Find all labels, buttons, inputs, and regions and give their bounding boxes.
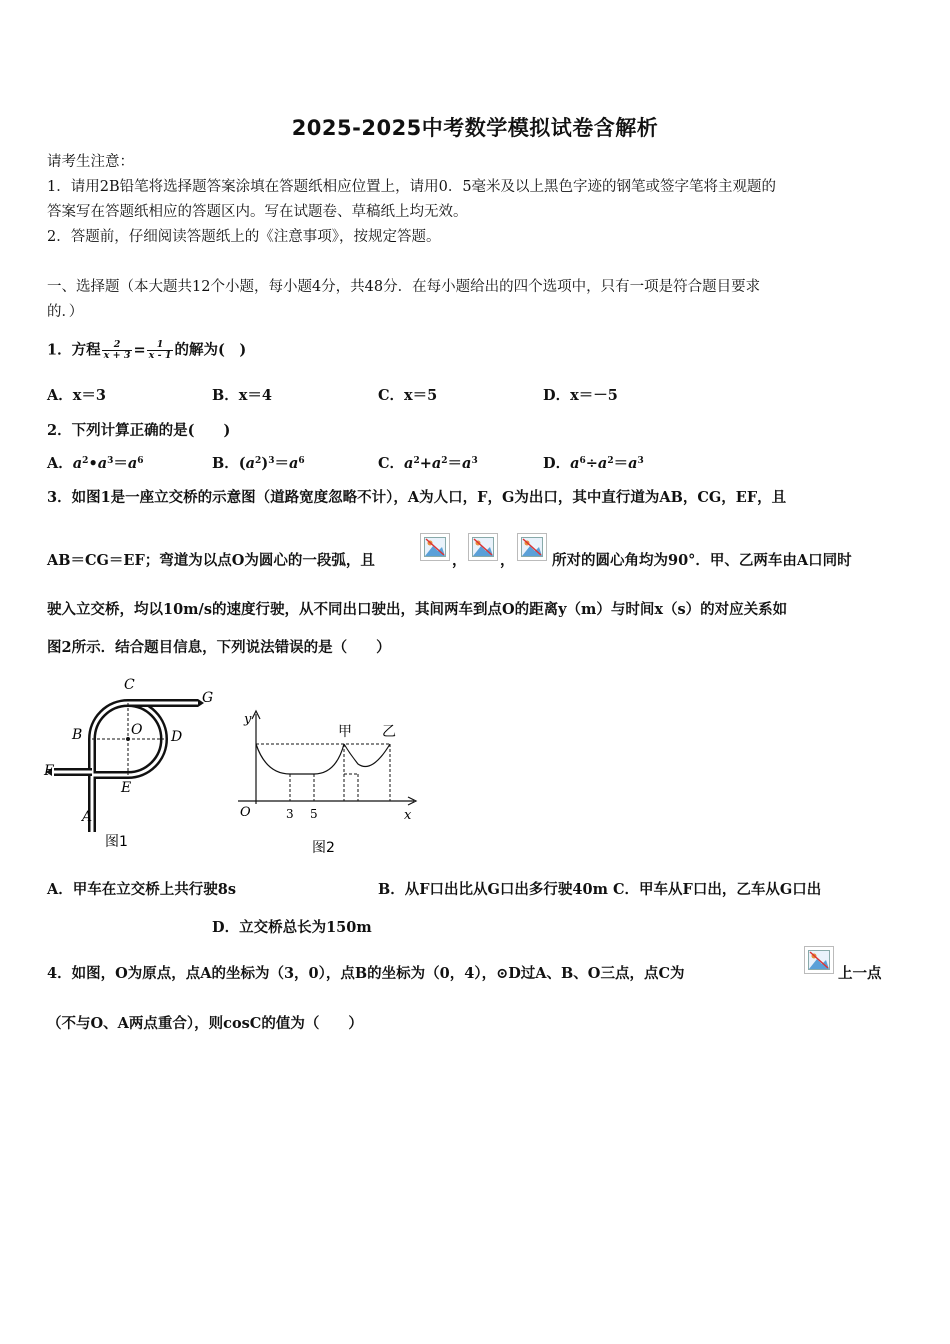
- q2-b-exp3: 6: [298, 456, 305, 466]
- q2-d-exp1: 6: [579, 456, 586, 466]
- q2-c-label: C．: [378, 455, 405, 472]
- fig1-caption: 图1: [105, 834, 128, 850]
- q2-b-eq: ＝: [274, 455, 289, 472]
- q2-d-var3: a: [628, 455, 638, 472]
- q2-c-var3: a: [462, 455, 472, 472]
- q1-option-a[interactable]: A．x＝3: [47, 387, 106, 404]
- broken-image-icon: [468, 533, 498, 561]
- q2-b-exp1: 2: [255, 456, 262, 466]
- notice-heading: 请考生注意：: [47, 154, 134, 170]
- q3-line4: 图2所示．结合题目信息，下列说法错误的是（ ）: [47, 639, 391, 656]
- q2-a-dot: •: [88, 455, 98, 472]
- q2-option-a[interactable]: [47, 454, 144, 474]
- q2-b-label: B．: [212, 455, 239, 472]
- fig1-label-g: G: [202, 690, 214, 706]
- q2-a-exp2: 3: [107, 456, 114, 466]
- fig2-x-label: x: [404, 808, 412, 823]
- q2-d-div: ÷: [585, 455, 598, 472]
- q2-option-b[interactable]: [212, 454, 305, 474]
- q3-separator-1: ，: [452, 552, 467, 569]
- q3-line2a: AB＝CG＝EF；弯道为以点O为圆心的一段弧，且: [47, 552, 375, 569]
- q1-equals: =: [133, 341, 146, 359]
- question-1-stem: [47, 340, 246, 361]
- q2-d-var2: a: [597, 455, 608, 472]
- q2-a-var3: a: [127, 455, 138, 472]
- q4-line1a: 4．如图，O为原点，点A的坐标为（3，0），点B的坐标为（0，4），⊙D过A、B、O三点，点C为: [47, 965, 685, 982]
- q2-c-plus: +: [419, 455, 432, 472]
- fig1-label-c: C: [124, 677, 135, 693]
- fig1-label-b: B: [72, 727, 83, 743]
- q1-fraction-right: [147, 340, 174, 361]
- fig2-label-yi: 乙: [382, 724, 396, 740]
- q1-frac2-numerator: 1: [147, 340, 174, 351]
- fig1-label-f: F: [44, 763, 54, 779]
- notice-line1b: 答案写在答题纸相应的答题区内。写在试题卷、草稿纸上均无效。: [47, 204, 468, 220]
- fig1-label-o: O: [131, 722, 143, 738]
- figure-2-distance-graph: [232, 702, 422, 862]
- q2-d-var: a: [570, 455, 580, 472]
- q3-option-b-c[interactable]: B．从F口出比从G口出多行驶40m C．甲车从F口出，乙车从G口出: [378, 881, 822, 898]
- notice-line2: 2．答题前，仔细阅读答题纸上的《注意事项》，按规定答题。: [47, 229, 441, 245]
- q1-option-b[interactable]: B．x＝4: [212, 387, 272, 404]
- page-title: 2025-2025中考数学模拟试卷含解析: [291, 116, 659, 140]
- q2-option-c[interactable]: [378, 454, 478, 474]
- q3-option-d[interactable]: D．立交桥总长为150m: [212, 919, 372, 936]
- fig1-label-d: D: [171, 729, 183, 745]
- q1-option-d[interactable]: D．x＝－5: [543, 387, 618, 404]
- q2-a-label: A．: [47, 455, 73, 472]
- q1-fraction-left: [102, 340, 133, 361]
- q3-line3: 驶入立交桥，均以10m/s的速度行驶，从不同出口驶出，其间两车到点O的距离y（m）与时间x（s）的对应关系如: [47, 601, 788, 618]
- q2-d-eq: ＝: [613, 455, 629, 472]
- q4-line1b: 上一点: [838, 965, 882, 982]
- q2-c-exp2: 2: [441, 456, 448, 466]
- section-line2: 的．）: [47, 304, 84, 320]
- q2-a-var: a: [72, 455, 83, 472]
- section-line1: 一、选择题（本大题共12个小题，每小题4分，共48分．在每小题给出的四个选项中，只有一项是符合题目要求: [47, 279, 761, 295]
- q2-c-var: a: [404, 455, 414, 472]
- q2-d-label: D．: [543, 455, 571, 472]
- q1-option-c[interactable]: C．x＝5: [378, 387, 438, 404]
- q3-line2b: 所对的圆心角均为90°．甲、乙两车由A口同时: [552, 552, 852, 569]
- fig2-origin-label: O: [240, 805, 251, 820]
- q2-d-exp2: 2: [607, 456, 614, 466]
- q2-b-close: ): [261, 455, 269, 472]
- fig2-tick-3: 3: [286, 807, 294, 821]
- q2-a-var2: a: [97, 455, 108, 472]
- q4-line2: （不与O、A两点重合），则cosC的值为（ ）: [47, 1015, 363, 1032]
- q1-frac2-denominator: x - 1: [148, 350, 172, 361]
- q2-c-eq: ＝: [447, 455, 463, 472]
- q3-separator-2: ，: [500, 552, 515, 569]
- fig2-tick-5: 5: [310, 807, 318, 821]
- q1-suffix: 的解为( ): [174, 341, 247, 359]
- q1-prefix: 1．方程: [47, 341, 101, 359]
- q1-frac1-numerator: 2: [102, 340, 133, 351]
- fig2-caption: 图2: [312, 840, 335, 856]
- q2-c-exp3: 3: [471, 456, 478, 466]
- q2-a-exp3: 6: [137, 456, 144, 466]
- q2-b-var: a: [245, 455, 256, 472]
- broken-image-icon: [517, 533, 547, 561]
- q2-b-open: (: [238, 455, 246, 472]
- fig2-y-label: y: [244, 712, 252, 727]
- q3-line1: 3．如图1是一座立交桥的示意图（道路宽度忽略不计），A为人口，F，G为出口，其中直行道为AB，CG，EF，且: [47, 489, 787, 506]
- figure-1-interchange-diagram: [40, 672, 225, 857]
- q1-frac1-denominator: x + 3: [103, 350, 131, 361]
- question-2-stem: 2．下列计算正确的是( ): [47, 422, 231, 439]
- q2-option-d[interactable]: [543, 454, 644, 474]
- q2-a-eq: ＝: [113, 455, 128, 472]
- q2-d-exp3: 3: [637, 456, 644, 466]
- broken-image-icon: [420, 533, 450, 561]
- q2-b-var3: a: [288, 455, 299, 472]
- q2-c-exp1: 2: [413, 456, 420, 466]
- q2-b-exp2: 3: [268, 456, 275, 466]
- q2-a-exp1: 2: [82, 456, 89, 466]
- broken-image-icon: [804, 946, 834, 974]
- notice-line1a: 1．请用2B铅笔将选择题答案涂填在答题纸相应位置上，请用0．5毫米及以上黑色字迹的钢笔或签字笔将主观题的: [47, 179, 777, 195]
- fig1-label-e: E: [121, 780, 132, 796]
- fig1-label-a: A: [82, 809, 93, 825]
- q2-c-var2: a: [431, 455, 442, 472]
- fig2-label-jia: 甲: [338, 724, 352, 740]
- q3-option-a[interactable]: A．甲车在立交桥上共行驶8s: [47, 881, 237, 898]
